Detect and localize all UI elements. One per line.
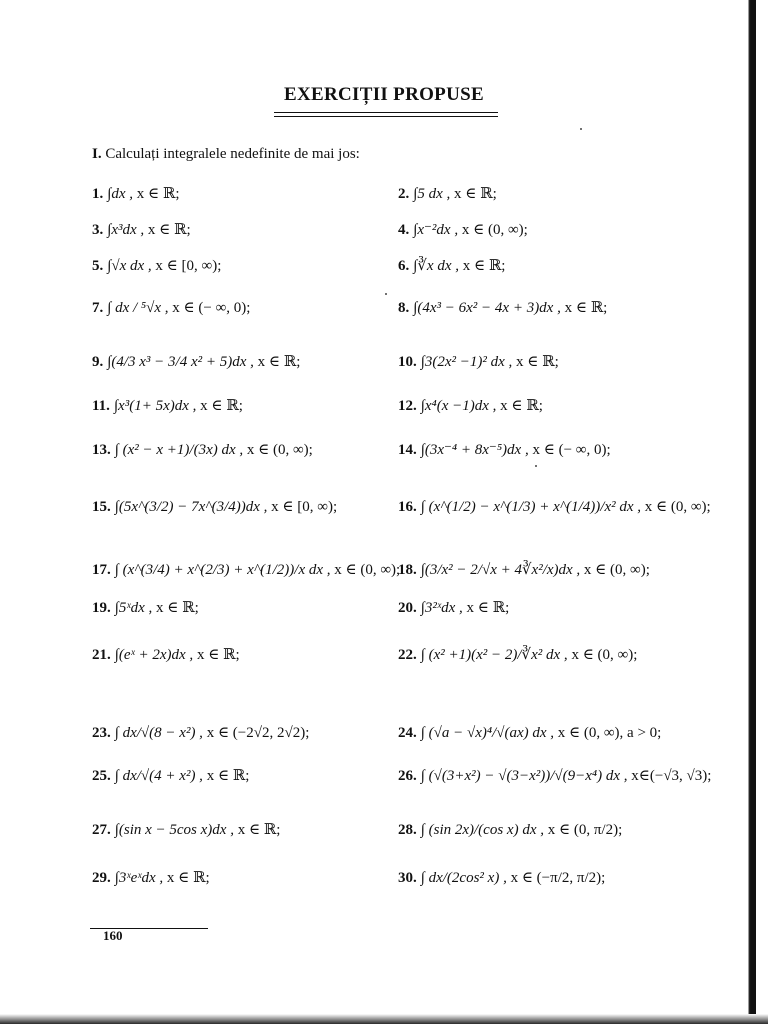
page-title: EXERCIȚII PROPUSE	[284, 84, 484, 105]
exercise-number: 15.	[92, 499, 111, 515]
exercise-item	[398, 497, 711, 516]
exercise-item	[398, 598, 509, 617]
domain-condition: x ∈ (0, ∞);	[567, 647, 638, 663]
title-underline-thick	[274, 112, 498, 113]
exercise-item	[398, 298, 607, 317]
domain-condition: x ∈ (− ∞, 0);	[528, 442, 611, 458]
integral-expression: ∫x⁴(x −1)dx ,	[420, 398, 497, 414]
exercise-number: 29.	[92, 870, 111, 886]
exercise-item	[398, 352, 559, 371]
exercise-item	[92, 352, 300, 371]
integral-expression: ∫5ˣdx ,	[114, 600, 153, 616]
integral-expression: ∫ dx / ⁵√x ,	[107, 300, 169, 316]
exercise-number: 25.	[92, 768, 111, 784]
exercise-number: 14.	[398, 442, 417, 458]
exercise-item	[92, 820, 280, 839]
exercise-number: 18.	[398, 562, 417, 578]
exercise-item	[92, 723, 309, 742]
domain-condition: x ∈ (0, ∞);	[458, 222, 528, 238]
domain-condition: x ∈ ℝ;	[152, 600, 199, 616]
integral-expression: ∫ (x² +1)(x² − 2)/∛x² dx ,	[420, 647, 568, 663]
integral-expression: ∫dx ,	[107, 186, 134, 202]
exercise-number: 2.	[398, 186, 410, 202]
exercise-number: 16.	[398, 499, 417, 515]
integral-expression: ∫x³dx ,	[107, 222, 145, 238]
integral-expression: ∫(eˣ + 2x)dx ,	[114, 647, 194, 663]
exercise-number: 24.	[398, 725, 417, 741]
exercise-item	[92, 256, 221, 275]
integral-expression: ∫3ˣeˣdx ,	[114, 870, 164, 886]
domain-condition: x ∈ ℝ;	[196, 398, 243, 414]
exercise-item	[398, 868, 605, 887]
title-underline-thin	[274, 116, 498, 117]
exercise-item	[398, 723, 661, 742]
exercise-item	[92, 298, 250, 317]
domain-condition: x ∈ ℝ;	[202, 768, 250, 784]
exercise-number: 7.	[92, 300, 104, 316]
domain-condition: x ∈ ℝ;	[233, 822, 281, 838]
exercise-item	[398, 645, 637, 664]
exercise-number: 11.	[92, 398, 110, 414]
domain-condition: x ∈ (−π/2, π/2);	[506, 870, 606, 886]
exercise-number: 27.	[92, 822, 111, 838]
exercise-item	[92, 497, 337, 516]
exercise-number: 13.	[92, 442, 111, 458]
exercise-number: 19.	[92, 600, 111, 616]
exercise-item	[398, 440, 611, 459]
exercise-number: 20.	[398, 600, 417, 616]
domain-condition: x ∈ (0, ∞);	[580, 562, 650, 578]
exercise-item	[92, 396, 243, 415]
exercise-item	[92, 220, 191, 239]
domain-condition: x ∈ ℝ;	[144, 222, 191, 238]
exercise-number: 22.	[398, 647, 417, 663]
domain-condition: x ∈ ℝ;	[496, 398, 543, 414]
page-number: 160	[103, 928, 123, 943]
exercise-number: 1.	[92, 186, 104, 202]
integral-expression: ∫(4/3 x³ − 3/4 x² + 5)dx ,	[107, 354, 254, 370]
exercise-number: 3.	[92, 222, 104, 238]
exercise-number: 26.	[398, 768, 417, 784]
integral-expression: ∫∛x dx ,	[413, 258, 459, 274]
instructions	[92, 146, 360, 163]
domain-condition: x ∈ ℝ;	[163, 870, 210, 886]
domain-condition: x ∈ ℝ;	[512, 354, 559, 370]
integral-expression: ∫ (sin 2x)/(cos x) dx ,	[420, 822, 544, 838]
domain-condition: x ∈ (−2√2, 2√2);	[202, 725, 310, 741]
speck	[385, 293, 387, 295]
integral-expression: ∫ dx/(2cos² x) ,	[420, 870, 507, 886]
exercise-item	[398, 184, 497, 203]
integral-expression: ∫ (x^(1/2) − x^(1/3) + x^(1/4))/x² dx ,	[420, 499, 642, 515]
exercise-item	[92, 184, 180, 203]
integral-expression: ∫x⁻²dx ,	[413, 222, 459, 238]
integral-expression: ∫ (x² − x +1)/(3x) dx ,	[114, 442, 244, 458]
integral-expression: ∫(sin x − 5cos x)dx ,	[114, 822, 234, 838]
domain-condition: x ∈ (0, ∞);	[243, 442, 313, 458]
page-bottom-shadow	[0, 1014, 768, 1024]
exercise-number: 5.	[92, 258, 104, 274]
exercise-number: 21.	[92, 647, 111, 663]
integral-expression: ∫√x dx ,	[107, 258, 152, 274]
exercise-item	[92, 560, 400, 579]
exercise-number: 12.	[398, 398, 417, 414]
exercise-item	[398, 766, 711, 785]
exercise-number: 6.	[398, 258, 410, 274]
domain-condition: x ∈ [0, ∞);	[151, 258, 222, 274]
integral-expression: ∫ (√a − √x)⁴/√(ax) dx ,	[420, 725, 555, 741]
exercise-item	[398, 820, 622, 839]
exercise-item	[398, 560, 650, 579]
integral-expression: ∫x³(1+ 5x)dx ,	[113, 398, 197, 414]
domain-condition: x ∈ (− ∞, 0);	[168, 300, 251, 316]
integral-expression: ∫(5x^(3/2) − 7x^(3/4))dx ,	[114, 499, 268, 515]
exercise-number: 30.	[398, 870, 417, 886]
domain-condition: x ∈ [0, ∞);	[267, 499, 338, 515]
integral-expression: ∫(4x³ − 6x² − 4x + 3)dx ,	[413, 300, 561, 316]
domain-condition: x ∈ ℝ;	[133, 186, 180, 202]
integral-expression: ∫3²ˣdx ,	[420, 600, 463, 616]
domain-condition: x ∈ (0, ∞);	[330, 562, 401, 578]
exercise-number: 17.	[92, 562, 111, 578]
exercise-item	[92, 440, 313, 459]
section-number: I.	[92, 146, 102, 162]
domain-condition: x ∈ ℝ;	[450, 186, 497, 202]
exercise-number: 8.	[398, 300, 410, 316]
integral-expression: ∫5 dx ,	[413, 186, 451, 202]
domain-condition: x ∈ (0, ∞);	[641, 499, 711, 515]
integral-expression: ∫ (x^(3/4) + x^(2/3) + x^(1/2))/x dx ,	[114, 562, 331, 578]
exercise-item	[398, 396, 543, 415]
exercise-number: 23.	[92, 725, 111, 741]
integral-expression: ∫(3x⁻⁴ + 8x⁻⁵)dx ,	[420, 442, 529, 458]
instructions-text: Calculați integralele nedefinite de mai jos:	[105, 146, 360, 162]
domain-condition: x ∈ ℝ;	[462, 600, 510, 616]
integral-expression: ∫(3/x² − 2/√x + 4∛x²/x)dx ,	[420, 562, 581, 578]
exercise-number: 10.	[398, 354, 417, 370]
exercise-item	[398, 220, 528, 239]
domain-condition: x ∈ ℝ;	[560, 300, 608, 316]
exercise-item	[92, 766, 249, 785]
integral-expression: ∫ (√(3+x²) − √(3−x²))/√(9−x⁴) dx ,	[420, 768, 628, 784]
domain-condition: x ∈ ℝ;	[253, 354, 301, 370]
integral-expression: ∫3(2x² −1)² dx ,	[420, 354, 513, 370]
exercise-number: 28.	[398, 822, 417, 838]
exercise-item	[92, 645, 240, 664]
domain-condition: x∈(−√3, √3);	[627, 768, 712, 784]
domain-condition: x ∈ ℝ;	[458, 258, 506, 274]
book-spine-shadow	[738, 0, 756, 1024]
exercise-number: 4.	[398, 222, 410, 238]
speck	[580, 128, 582, 130]
exercise-number: 9.	[92, 354, 104, 370]
speck	[535, 465, 537, 467]
exercise-item	[92, 868, 210, 887]
exercise-item	[398, 256, 505, 275]
integral-expression: ∫ dx/√(4 + x²) ,	[114, 768, 203, 784]
exercise-item	[92, 598, 199, 617]
integral-expression: ∫ dx/√(8 − x²) ,	[114, 725, 203, 741]
domain-condition: x ∈ (0, π/2);	[543, 822, 623, 838]
domain-condition: x ∈ ℝ;	[193, 647, 240, 663]
domain-condition: x ∈ (0, ∞), a > 0;	[554, 725, 662, 741]
